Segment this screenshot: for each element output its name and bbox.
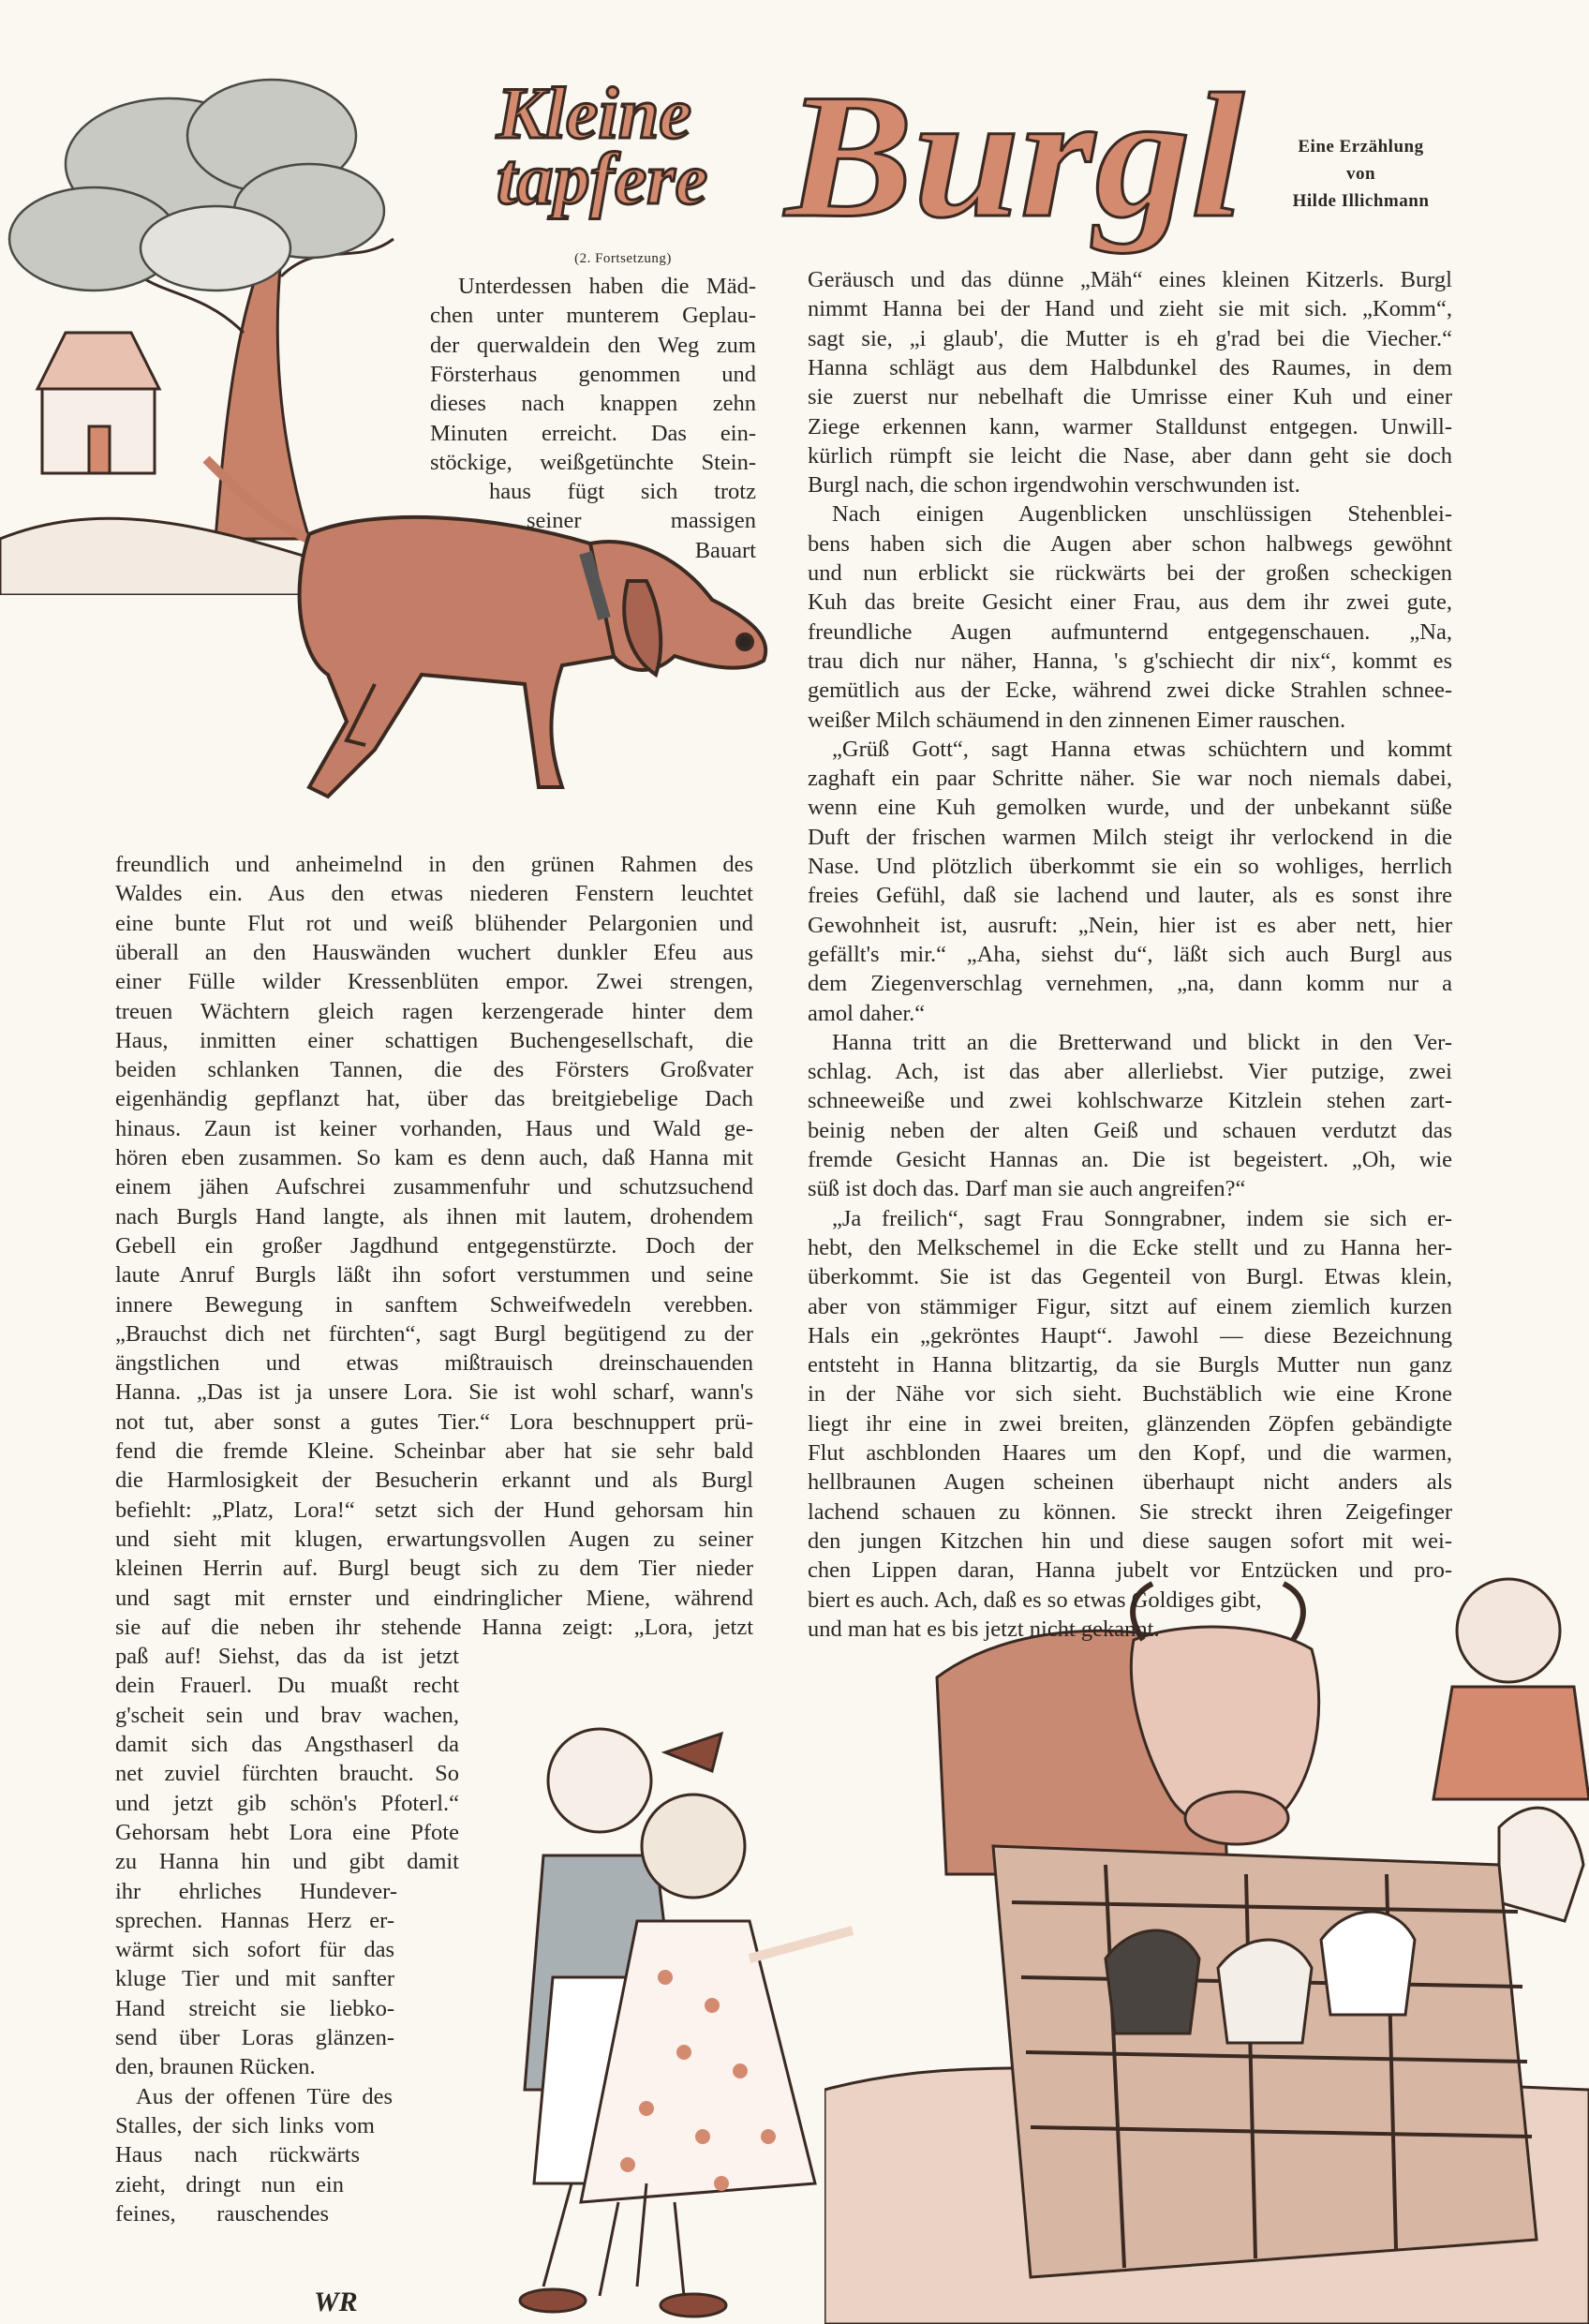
text-line: einem jähen Aufschrei zusammenfuhr und schutzsuchend bbox=[115, 1174, 753, 1200]
text-line: überall an den Hauswänden wuchert dunkler Efeu aus bbox=[115, 939, 753, 965]
text-line: sie auf die neben ihr stehende Hanna zeigt: „Lora, jetzt bbox=[115, 1614, 753, 1640]
text-line: Hanna schlägt aus dem Halbdunkel des Raumes, in dem bbox=[808, 354, 1452, 380]
byline-2: von bbox=[1345, 164, 1376, 184]
text-line: „Ja freilich“, sagt Frau Sonngrabner, indem sie sich er- bbox=[832, 1205, 1452, 1231]
text-line: kluge Tier und mit sanfter bbox=[115, 1966, 394, 1992]
text-line: fremde Gesicht Hannas an. Die ist begeistert. „Oh, wie bbox=[808, 1147, 1452, 1172]
text-line: hinaus. Zaun ist keiner vorhanden, Haus und Wald ge- bbox=[115, 1115, 753, 1141]
text-line: Minuten erreicht. Das ein- bbox=[430, 420, 756, 446]
text-line: ängstlichen und etwas mißtrauisch dreinschauenden bbox=[115, 1350, 753, 1377]
text-line: sagt sie, „i glaub', die Mutter is eh g'rad bei die Viecher.“ bbox=[808, 325, 1452, 351]
text-line: Hanna tritt an die Bretterwand und blickt in den Ver- bbox=[832, 1029, 1452, 1055]
text-line: beinig neben der alten Geiß und schauen verdutzt das bbox=[808, 1117, 1452, 1143]
text-line: nimmt Hanna bei der Hand und zieht sie mit sich. „Komm“, bbox=[808, 296, 1452, 322]
text-line: feines, rauschendes bbox=[115, 2200, 329, 2227]
text-line: Bauart bbox=[694, 537, 756, 563]
text-line: „Grüß Gott“, sagt Hanna etwas schüchtern und kommt bbox=[832, 736, 1452, 762]
text-line: hebt, den Melkschemel in die Ecke stellt und zu Hanna her- bbox=[808, 1234, 1452, 1260]
text-line: amol daher.“ bbox=[808, 1000, 926, 1026]
text-line: innere Bewegung in sanftem Schweifwedeln verebben. bbox=[115, 1291, 753, 1318]
text-line: Stalles, der sich links vom bbox=[115, 2112, 375, 2138]
text-line: dein Frauerl. Du muaßt recht bbox=[115, 1673, 459, 1699]
text-line: Haus nach rückwärts bbox=[115, 2142, 360, 2168]
text-line: Ziege erkennen kann, warmer Stalldunst entgegen. Unwill- bbox=[808, 413, 1452, 439]
text-line: und jetzt gib schön's Pfoterl.“ bbox=[115, 1790, 459, 1816]
illustrator-signature: WR bbox=[314, 2287, 358, 2317]
text-line: fend die fremde Kleine. Scheinbar aber hat sie sehr bald bbox=[115, 1438, 753, 1464]
text-line: Burgl nach, die schon irgendwohin verschwunden ist. bbox=[808, 472, 1300, 499]
text-line: g'scheit sein und brav wachen, bbox=[115, 1702, 459, 1728]
text-line: Kuh das breite Gesicht einer Frau, aus dem ihr zwei gute, bbox=[808, 589, 1452, 616]
text-line: freundliche Augen aufmunternd entgegenschauen. „Na, bbox=[808, 618, 1452, 645]
text-line: und man hat es bis jetzt nicht gekannt. bbox=[808, 1616, 1160, 1642]
text-line: trau dich nur näher, Hanna, 's g'schiecht dir nix“, kommt es bbox=[808, 648, 1452, 674]
text-line: kürlich rümpft sie leicht die Nase, aber dann geht sie doch bbox=[808, 442, 1452, 469]
text-line: der querwaldein den Weg zum bbox=[430, 332, 756, 358]
text-line: überkommt. Sie ist das Gegenteil von Burgl. Etwas klein, bbox=[808, 1264, 1452, 1290]
text-line: Haus, inmitten einer schattigen Buchengesellschaft, die bbox=[115, 1027, 753, 1053]
title-kleine: Kleine bbox=[497, 72, 691, 154]
text-line: treuen Wächtern gleich ragen kerzengerade hinter dem bbox=[115, 998, 753, 1024]
text-line: Hals ein „gekröntes Haupt“. Jawohl — diese Bezeichnung bbox=[808, 1322, 1452, 1348]
text-line: nach Burgls Hand langte, als ihnen mit lautem, drohendem bbox=[115, 1203, 753, 1229]
text-line: schneeweiße und zwei kohlschwarze Kitzlein stehen zart- bbox=[808, 1088, 1452, 1114]
text-line: sprechen. Hannas Herz er- bbox=[115, 1907, 394, 1933]
text-line: hören eben zusammen. So kam es denn auch, daß Hanna mit bbox=[115, 1145, 753, 1170]
text-line: sie zuerst nur nebelhaft die Umrisse einer Kuh und einer bbox=[808, 384, 1452, 410]
text-line: wärmt sich sofort für das bbox=[115, 1937, 394, 1963]
text-line: chen Lippen daran, Hanna jubelt vor Entzücken und pro- bbox=[808, 1557, 1452, 1584]
text-line: paß auf! Siehst, das da ist jetzt bbox=[115, 1644, 459, 1670]
text-line: eigenhändig gepflanzt hat, über das breitgiebelige Dach bbox=[115, 1086, 753, 1112]
text-line: gemütlich aus der Ecke, während zwei dicke Strahlen schnee- bbox=[808, 678, 1452, 704]
text-line: chen unter munterem Geplau- bbox=[430, 303, 756, 329]
text-line: biert es auch. Ach, daß es so etwas Goldiges gibt, bbox=[808, 1587, 1262, 1613]
text-line: einer Fülle wilder Kressenblüten empor. Zwei strengen, bbox=[115, 969, 753, 995]
girls-illustration bbox=[440, 1696, 890, 2324]
byline-author: Hilde Illichmann bbox=[1292, 191, 1430, 211]
text-line: Unterdessen haben die Mäd- bbox=[458, 274, 756, 299]
text-line: stöckige, weißgetünchte Stein- bbox=[430, 449, 756, 475]
text-line: damit sich das Angsthaserl da bbox=[115, 1732, 459, 1757]
text-line: dem Ziegenverschlag vernehmen, „na, dann komm nur a bbox=[808, 971, 1452, 997]
text-line: entsteht in Hanna blitzartig, da sie Burgls Mutter nun ganz bbox=[808, 1352, 1452, 1378]
continuation-label: (2. Fortsetzung) bbox=[574, 251, 672, 266]
text-line: Waldes ein. Aus den etwas niederen Fenstern leuchtet bbox=[115, 881, 753, 907]
text-line: zaghaft ein paar Schritte näher. Sie war noch niemals dabei, bbox=[808, 766, 1452, 792]
text-line: eine bunte Flut rot und weiß blühender Pelargonien und bbox=[115, 910, 753, 936]
text-line: Gebell ein großer Jagdhund entgegenstürzte. Doch der bbox=[115, 1232, 753, 1259]
text-line: liegt ihr eine in zwei breiten, glänzenden Zöpfen gebändigte bbox=[808, 1410, 1452, 1437]
text-line: Gehorsam hebt Lora eine Pfote bbox=[115, 1819, 459, 1845]
text-line: Aus der offenen Türe des bbox=[136, 2083, 393, 2109]
text-line: not tut, aber sonst a gutes Tier.“ Lora beschnuppert prü- bbox=[115, 1408, 753, 1435]
text-line: ihr ehrliches Hundever- bbox=[115, 1878, 397, 1904]
text-line: süß ist doch das. Darf man sie auch angreifen?“ bbox=[808, 1176, 1246, 1202]
title-tapfere: tapfere bbox=[497, 138, 708, 219]
text-line: gefällt's mir.“ „Aha, siehst du“, läßt sich auch Burgl aus bbox=[808, 941, 1452, 967]
text-line: Geräusch und das dünne „Mäh“ eines kleinen Kitzerls. Burgl bbox=[808, 267, 1452, 292]
text-line: in der Nähe vor sich sieht. Buchstäblich wie eine Krone bbox=[808, 1381, 1452, 1408]
text-line: dieses nach knappen zehn bbox=[430, 391, 756, 417]
text-line: Hand streicht sie liebko- bbox=[115, 1995, 394, 2021]
title-burgl: Burgl bbox=[782, 58, 1245, 255]
text-line: kleinen Herrin auf. Burgl beugt sich zu dem Tier nieder bbox=[115, 1556, 753, 1582]
text-line: „Brauchst dich net fürchten“, sagt Burgl begütigend zu der bbox=[115, 1320, 753, 1347]
text-line: den jungen Kitzchen hin und diese saugen sofort mit wei- bbox=[808, 1527, 1452, 1554]
text-line: freies Gefühl, daß sie lachend und lauter, als es sonst ihre bbox=[808, 883, 1452, 909]
text-line: zu Hanna hin und gibt damit bbox=[115, 1849, 459, 1875]
text-line: Nase. Und plötzlich überkommt sie ein so wohliges, herrlich bbox=[808, 854, 1452, 879]
text-line: freundlich und anheimelnd in den grünen Rahmen des bbox=[115, 852, 753, 877]
text-line: und sieht mit klugen, erwartungsvollen Augen zu seiner bbox=[115, 1526, 753, 1552]
text-line: die Harmlosigkeit der Besucherin erkannt und als Burgl bbox=[115, 1467, 753, 1494]
text-line: Duft der frischen warmen Milch steigt ihr verlockend in die bbox=[808, 824, 1452, 850]
text-line: hellbraunen Augen scheinen überhaupt nicht anders als bbox=[808, 1469, 1452, 1496]
text-line: befiehlt: „Platz, Lora!“ setzt sich der Hund gehorsam hin bbox=[115, 1497, 753, 1523]
text-line: Flut aschblonden Haares um den Kopf, und die warmen, bbox=[808, 1440, 1452, 1466]
text-line: seiner massigen bbox=[527, 508, 756, 534]
text-line: send über Loras glänzen- bbox=[115, 2025, 394, 2050]
stable-cow-illustration bbox=[824, 1565, 1589, 2324]
text-line: laute Anruf Burgls läßt ihn sofort verstummen und seine bbox=[115, 1262, 753, 1289]
text-line: haus fügt sich trotz bbox=[489, 479, 756, 505]
text-line: zieht, dringt nun ein bbox=[115, 2171, 344, 2197]
text-line: lachend schauen zu können. Sie streckt ihren Zeigefinger bbox=[808, 1498, 1452, 1525]
text-line: net zuviel fürchten braucht. So bbox=[115, 1761, 459, 1787]
story-title bbox=[487, 52, 1255, 267]
text-line: Nach einigen Augenblicken unschlüssigen Stehenblei- bbox=[832, 501, 1452, 528]
text-line: beiden schlanken Tannen, die des Försters Großvater bbox=[115, 1057, 753, 1083]
text-line: Gewohnheit ist, ausruft: „Nein, hier ist es aber nett, hier bbox=[808, 912, 1452, 938]
text-line: Hanna. „Das ist ja unsere Lora. Sie ist wohl scharf, wann's bbox=[115, 1379, 753, 1406]
text-line: aber von stämmiger Figur, sitzt auf einem ziemlich kurzen bbox=[808, 1293, 1452, 1319]
text-line: weißer Milch schäumend in den zinnenen Eimer rauschen. bbox=[808, 707, 1346, 733]
text-line: bens haben sich die Augen aber schon halbwegs gewöhnt bbox=[808, 530, 1452, 557]
text-line: Försterhaus genommen und bbox=[430, 361, 756, 387]
text-line: den, braunen Rücken. bbox=[115, 2054, 316, 2080]
text-line: und sagt mit ernster und eindringlicher Miene, während bbox=[115, 1585, 753, 1611]
byline-1: Eine Erzählung bbox=[1298, 137, 1424, 156]
text-line: wenn eine Kuh gemolken wurde, und der unbekannt süße bbox=[808, 795, 1452, 821]
text-line: schlag. Ach, ist das aber allerliebst. Vier putzige, zwei bbox=[808, 1059, 1452, 1085]
text-line: und nun erblickt sie rückwärts bei der großen scheckigen bbox=[808, 560, 1452, 586]
